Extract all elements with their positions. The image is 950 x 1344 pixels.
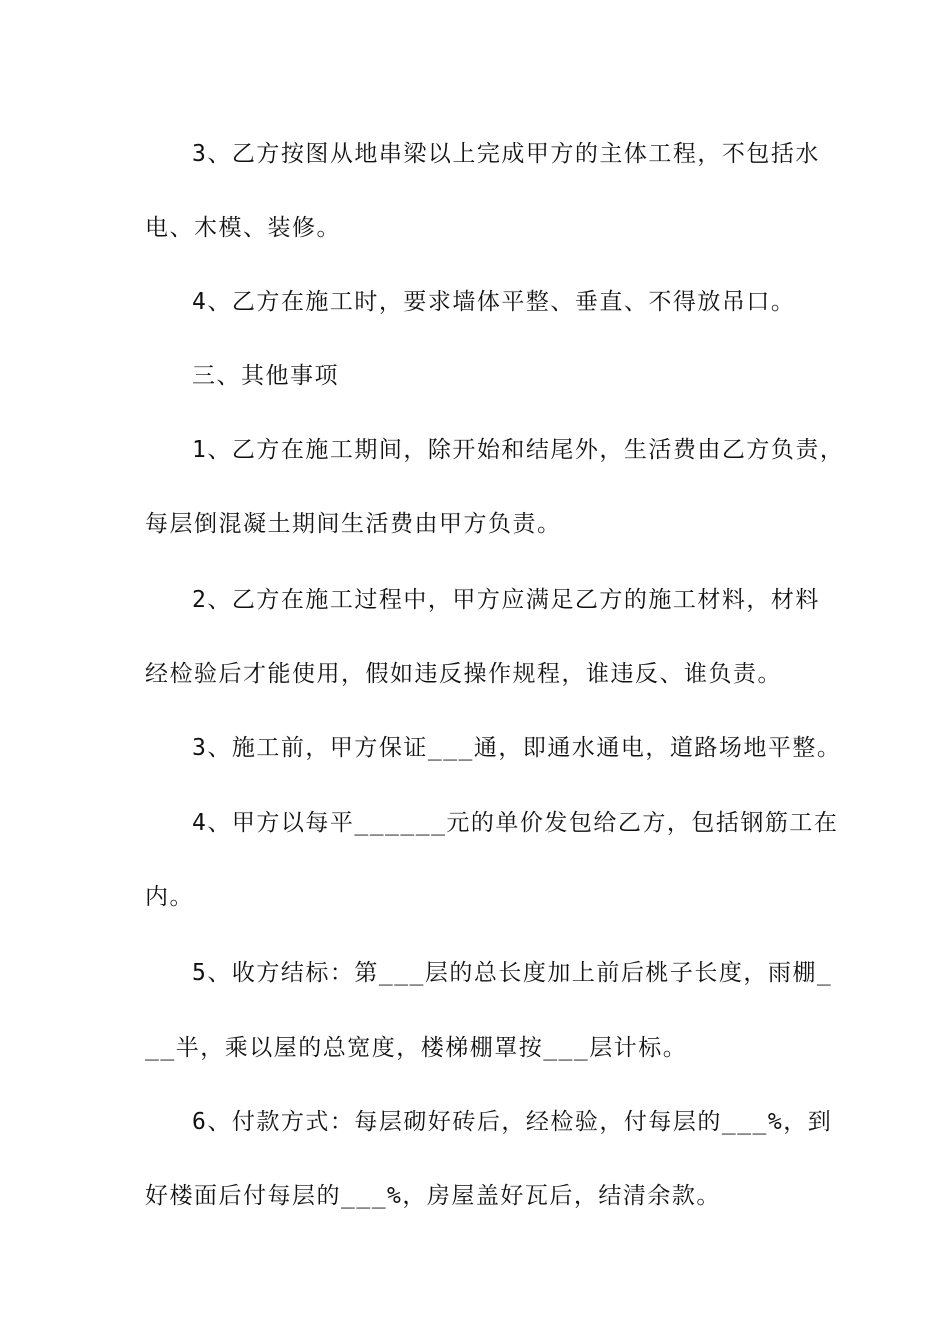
clause-3-line-1: 3、乙方按图从地串梁以上完成甲方的主体工程，不包括水 bbox=[192, 141, 820, 167]
other-6-line-1: 6、付款方式：每层砌好砖后，经检验，付每层的___%，到 bbox=[192, 1109, 833, 1135]
other-5-line-1: 5、收方结标：第___层的总长度加上前后桃子长度，雨棚_ bbox=[192, 960, 833, 986]
other-5-line-2: __半，乘以屋的总宽度，楼梯棚罩按___层计标。 bbox=[145, 1035, 688, 1061]
clause-3-line-2: 电、木模、装修。 bbox=[145, 215, 341, 241]
clause-4-line: 4、乙方在施工时，要求墙体平整、垂直、不得放吊口。 bbox=[192, 289, 796, 315]
other-2-line-2: 经检验后才能使用，假如违反操作规程，谁违反、谁负责。 bbox=[145, 661, 782, 687]
other-6-line-2: 好楼面后付每层的___%，房屋盖好瓦后，结清余款。 bbox=[145, 1183, 721, 1209]
other-2-line-1: 2、乙方在施工过程中，甲方应满足乙方的施工材料，材料 bbox=[192, 587, 820, 613]
other-3-line: 3、施工前，甲方保证___通，即通水通电，道路场地平整。 bbox=[192, 735, 842, 761]
other-1-line-2: 每层倒混凝土期间生活费由甲方负责。 bbox=[145, 511, 562, 537]
section-heading-other-matters: 三、其他事项 bbox=[192, 363, 339, 389]
other-1-line-1: 1、乙方在施工期间，除开始和结尾外，生活费由乙方负责， bbox=[192, 437, 845, 463]
other-4-line-2: 内。 bbox=[145, 884, 194, 910]
other-4-line-1: 4、甲方以每平______元的单价发包给乙方，包括钢筋工在 bbox=[192, 810, 839, 836]
